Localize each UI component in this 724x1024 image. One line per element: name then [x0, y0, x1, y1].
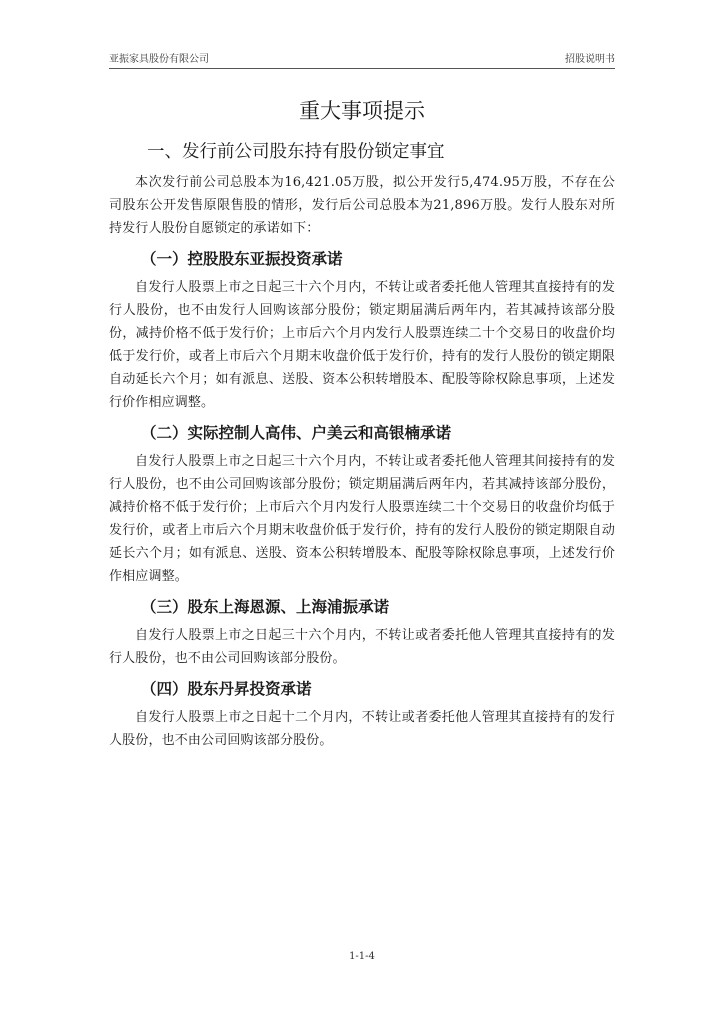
header-divider [109, 68, 615, 69]
section-intro-paragraph: 本次发行前公司总股本为16,421.05万股，拟公开发行5,474.95万股，不存在公司股东公开发售原限售股的情形，发行后公司总股本为21,896万股。发行人股东对所持发行人股份自愿锁定的承诺如下： [109, 175, 615, 236]
page-header [109, 52, 615, 67]
subsection-heading-1: （一）控股股东亚振投资承诺 [141, 250, 343, 268]
subsection-paragraph-3: 自发行人股票上市之日起三十六个月内，不转让或者委托他人管理其直接持有的发行人股份，也不由公司回购该部分股份。 [109, 628, 615, 666]
subsection-heading-4: （四）股东丹昇投资承诺 [141, 680, 312, 698]
subsection-paragraph-2: 自发行人股票上市之日起三十六个月内，不转让或者委托他人管理其间接持有的发行人股份，也不由公司回购该部分股份；锁定期届满后两年内，若其减持该部分股份，减持价格不低于发行价；上市后六个月内发行人股票连续二十个交易日的收盘价均低于发行价，或者上市后六个月期末收盘价低于发行价，持有的发行人股份的锁定期限自动延长六个月；如有派息、送股、资本公积转增股本、配股等除权除息事项，上述发行价作相应调整。 [109, 454, 615, 584]
subsection-heading-3: （三）股东上海恩源、上海浦振承诺 [141, 598, 390, 616]
subsection-paragraph-1: 自发行人股票上市之日起三十六个月内，不转让或者委托他人管理其直接持有的发行人股份，也不由发行人回购该部分股份；锁定期届满后两年内，若其减持该部分股份，减持价格不低于发行价；上市后六个月内发行人股票连续二十个交易日的收盘价均低于发行价，或者上市后六个月期末收盘价低于发行价，持有的发行人股份的锁定期限自动延长六个月；如有派息、送股、资本公积转增股本、配股等除权除息事项，上述发行价作相应调整。 [109, 280, 615, 410]
page-title: 重大事项提示 [299, 99, 425, 123]
header-document-type: 招股说明书 [565, 54, 615, 65]
header-company-name: 亚振家具股份有限公司 [109, 54, 209, 65]
subsection-paragraph-4: 自发行人股票上市之日起十二个月内，不转让或者委托他人管理其直接持有的发行人股份，也不由公司回购该部分股份。 [109, 710, 615, 748]
section-heading: 一、发行前公司股东持有股份锁定事宜 [147, 142, 445, 162]
document-body [109, 96, 615, 755]
page-number: 1-1-4 [349, 951, 375, 962]
subsection-heading-2: （二）实际控制人高伟、户美云和高银楠承诺 [141, 424, 452, 442]
